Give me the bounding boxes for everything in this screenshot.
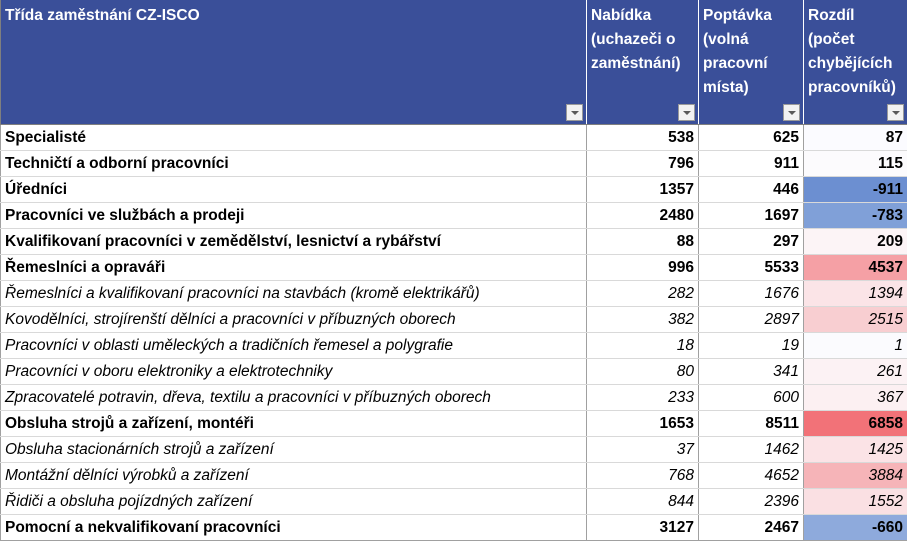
difference-cell[interactable]: 367 <box>804 384 907 410</box>
difference-cell[interactable]: -660 <box>804 514 907 540</box>
occupation-cell[interactable]: Pracovníci ve službách a prodeji <box>1 202 587 228</box>
demand-cell[interactable]: 297 <box>699 228 804 254</box>
offer-cell[interactable]: 2480 <box>587 202 699 228</box>
table-row <box>1 358 907 384</box>
header-label: Třída zaměstnání CZ-ISCO <box>5 7 200 24</box>
occupation-cell[interactable]: Kovodělníci, strojírenští dělníci a pracovníci v příbuzných oborech <box>1 306 587 332</box>
offer-cell[interactable]: 3127 <box>587 514 699 540</box>
difference-cell[interactable]: 87 <box>804 124 907 150</box>
filter-dropdown-button[interactable] <box>566 104 583 121</box>
offer-cell[interactable]: 796 <box>587 150 699 176</box>
table-row <box>1 176 907 202</box>
offer-cell[interactable]: 18 <box>587 332 699 358</box>
occupation-cell[interactable]: Řidiči a obsluha pojízdných zařízení <box>1 488 587 514</box>
demand-cell[interactable]: 19 <box>699 332 804 358</box>
difference-cell[interactable]: 1 <box>804 332 907 358</box>
difference-cell[interactable]: -783 <box>804 202 907 228</box>
demand-cell[interactable]: 2467 <box>699 514 804 540</box>
occupation-cell[interactable]: Obsluha strojů a zařízení, montéři <box>1 410 587 436</box>
table-body <box>1 124 907 540</box>
difference-cell[interactable]: -911 <box>804 176 907 202</box>
header-offer <box>587 0 699 124</box>
header-label: Rozdíl (počet chybějících pracovníků) <box>808 7 896 96</box>
demand-cell[interactable]: 1676 <box>699 280 804 306</box>
header-difference <box>804 0 907 124</box>
table-row <box>1 306 907 332</box>
table-row <box>1 150 907 176</box>
offer-cell[interactable]: 538 <box>587 124 699 150</box>
table-row <box>1 202 907 228</box>
table-row <box>1 332 907 358</box>
filter-dropdown-button[interactable] <box>783 104 800 121</box>
occupation-cell[interactable]: Úředníci <box>1 176 587 202</box>
table-row <box>1 254 907 280</box>
table-row <box>1 462 907 488</box>
occupation-cell[interactable]: Specialisté <box>1 124 587 150</box>
offer-cell[interactable]: 382 <box>587 306 699 332</box>
table-row <box>1 228 907 254</box>
demand-cell[interactable]: 2897 <box>699 306 804 332</box>
demand-cell[interactable]: 446 <box>699 176 804 202</box>
difference-cell[interactable]: 3884 <box>804 462 907 488</box>
offer-cell[interactable]: 1357 <box>587 176 699 202</box>
chevron-down-icon <box>571 111 579 115</box>
difference-cell[interactable]: 1394 <box>804 280 907 306</box>
difference-cell[interactable]: 1552 <box>804 488 907 514</box>
occupation-cell[interactable]: Techničtí a odborní pracovníci <box>1 150 587 176</box>
table-row <box>1 410 907 436</box>
offer-cell[interactable]: 282 <box>587 280 699 306</box>
occupation-cell[interactable]: Řemeslníci a kvalifikovaní pracovníci na stavbách (kromě elektrikářů) <box>1 280 587 306</box>
header-demand <box>699 0 804 124</box>
offer-cell[interactable]: 768 <box>587 462 699 488</box>
difference-cell[interactable]: 6858 <box>804 410 907 436</box>
table-row <box>1 280 907 306</box>
offer-cell[interactable]: 1653 <box>587 410 699 436</box>
demand-cell[interactable]: 5533 <box>699 254 804 280</box>
occupation-cell[interactable]: Pracovníci v oblasti uměleckých a tradičních řemesel a polygrafie <box>1 332 587 358</box>
occupation-cell[interactable]: Pomocní a nekvalifikovaní pracovníci <box>1 514 587 540</box>
offer-cell[interactable]: 88 <box>587 228 699 254</box>
offer-cell[interactable]: 844 <box>587 488 699 514</box>
header-label: Poptávka (volná pracovní místa) <box>703 7 772 96</box>
table-row <box>1 436 907 462</box>
demand-cell[interactable]: 625 <box>699 124 804 150</box>
filter-dropdown-button[interactable] <box>678 104 695 121</box>
header-row <box>1 0 907 124</box>
demand-cell[interactable]: 911 <box>699 150 804 176</box>
table-row <box>1 124 907 150</box>
demand-cell[interactable]: 2396 <box>699 488 804 514</box>
chevron-down-icon <box>683 111 691 115</box>
occupation-cell[interactable]: Pracovníci v oboru elektroniky a elektrotechniky <box>1 358 587 384</box>
offer-cell[interactable]: 80 <box>587 358 699 384</box>
demand-cell[interactable]: 1462 <box>699 436 804 462</box>
demand-cell[interactable]: 1697 <box>699 202 804 228</box>
demand-cell[interactable]: 600 <box>699 384 804 410</box>
table-row <box>1 384 907 410</box>
demand-cell[interactable]: 8511 <box>699 410 804 436</box>
header-occupation-class <box>1 0 587 124</box>
difference-cell[interactable]: 261 <box>804 358 907 384</box>
difference-cell[interactable]: 4537 <box>804 254 907 280</box>
demand-cell[interactable]: 341 <box>699 358 804 384</box>
offer-cell[interactable]: 996 <box>587 254 699 280</box>
offer-cell[interactable]: 37 <box>587 436 699 462</box>
chevron-down-icon <box>892 111 900 115</box>
chevron-down-icon <box>788 111 796 115</box>
difference-cell[interactable]: 209 <box>804 228 907 254</box>
table-row <box>1 514 907 540</box>
demand-cell[interactable]: 4652 <box>699 462 804 488</box>
difference-cell[interactable]: 2515 <box>804 306 907 332</box>
filter-dropdown-button[interactable] <box>887 104 904 121</box>
header-label: Nabídka (uchazeči o zaměstnání) <box>591 7 681 72</box>
occupation-cell[interactable]: Zpracovatelé potravin, dřeva, textilu a pracovníci v příbuzných oborech <box>1 384 587 410</box>
offer-cell[interactable]: 233 <box>587 384 699 410</box>
table-row <box>1 488 907 514</box>
occupation-cell[interactable]: Řemeslníci a opraváři <box>1 254 587 280</box>
occupation-cell[interactable]: Montážní dělníci výrobků a zařízení <box>1 462 587 488</box>
difference-cell[interactable]: 1425 <box>804 436 907 462</box>
difference-cell[interactable]: 115 <box>804 150 907 176</box>
occupation-cell[interactable]: Obsluha stacionárních strojů a zařízení <box>1 436 587 462</box>
occupation-cell[interactable]: Kvalifikovaní pracovníci v zemědělství, lesnictví a rybářství <box>1 228 587 254</box>
